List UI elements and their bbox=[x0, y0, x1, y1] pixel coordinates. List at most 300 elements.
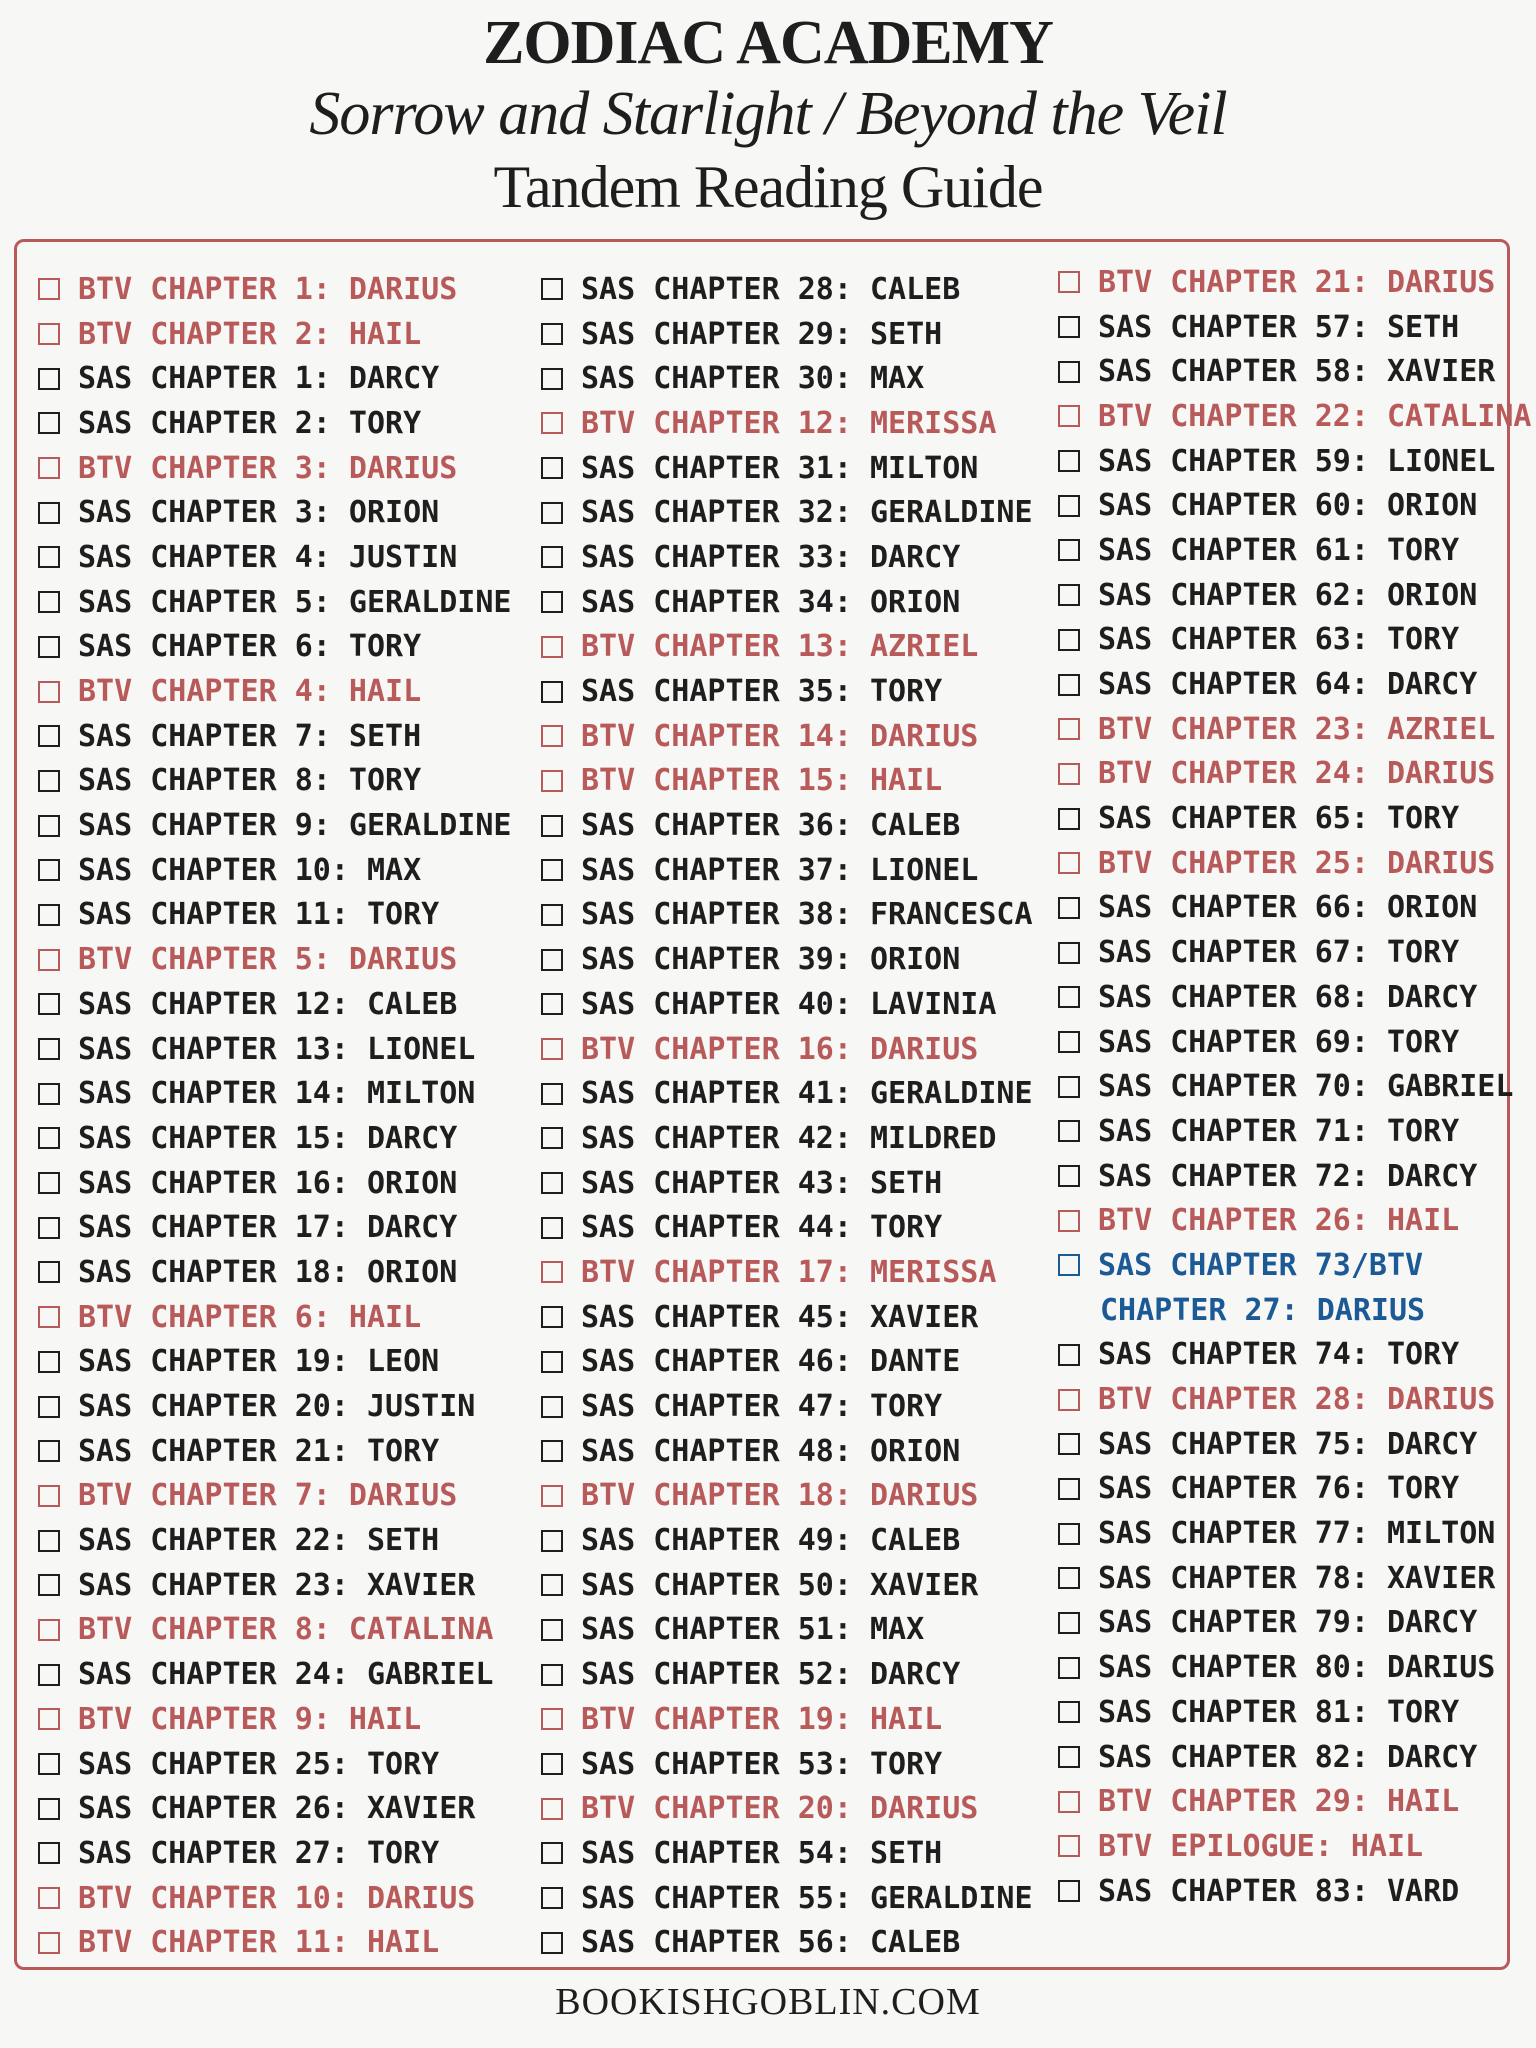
checkbox-icon[interactable] bbox=[541, 1708, 563, 1730]
checkbox-icon[interactable] bbox=[541, 904, 563, 926]
checkbox-icon[interactable] bbox=[38, 1887, 60, 1909]
checkbox-icon[interactable] bbox=[1058, 1389, 1080, 1411]
page-tagline: Tandem Reading Guide bbox=[493, 154, 1043, 220]
checkbox-icon[interactable] bbox=[38, 1574, 60, 1596]
checkbox-icon[interactable] bbox=[38, 1619, 60, 1641]
checklist-item-label: BTV CHAPTER 7: DARIUS bbox=[78, 1478, 458, 1514]
checklist-item-label: SAS CHAPTER 55: GERALDINE bbox=[581, 1880, 1033, 1916]
checklist-item-label: SAS CHAPTER 23: XAVIER bbox=[78, 1567, 476, 1603]
checklist-item-label: SAS CHAPTER 29: SETH bbox=[581, 316, 943, 352]
checklist-item-label: SAS CHAPTER 56: CALEB bbox=[581, 1925, 961, 1961]
checklist-item[interactable] bbox=[541, 1786, 1033, 1831]
checklist-item-label: SAS CHAPTER 24: GABRIEL bbox=[78, 1657, 494, 1693]
checklist-item-label: BTV CHAPTER 9: HAIL bbox=[78, 1701, 422, 1737]
checklist-item-label: BTV CHAPTER 17: MERISSA bbox=[581, 1254, 997, 1290]
checklist-item[interactable] bbox=[1058, 394, 1531, 439]
checklist-item-label: SAS CHAPTER 41: GERALDINE bbox=[581, 1076, 1033, 1112]
checklist-item[interactable] bbox=[541, 1474, 1033, 1519]
checkbox-icon[interactable] bbox=[38, 1485, 60, 1507]
checklist-item[interactable] bbox=[541, 267, 1033, 312]
checkbox-icon[interactable] bbox=[1058, 1031, 1080, 1053]
checkbox-icon[interactable] bbox=[38, 1351, 60, 1373]
checkbox-icon[interactable] bbox=[541, 1753, 563, 1775]
checkbox-icon[interactable] bbox=[38, 1842, 60, 1864]
checkbox-icon[interactable] bbox=[38, 859, 60, 881]
checklist-item-label: SAS CHAPTER 51: MAX bbox=[581, 1612, 925, 1648]
checkbox-icon[interactable] bbox=[38, 1753, 60, 1775]
checklist-item[interactable] bbox=[38, 1250, 511, 1295]
checkbox-icon[interactable] bbox=[1058, 1567, 1080, 1589]
checklist-item[interactable] bbox=[38, 356, 511, 401]
checklist-item-label: SAS CHAPTER 72: DARCY bbox=[1098, 1158, 1478, 1194]
checklist-item[interactable] bbox=[38, 1831, 511, 1876]
checklist-item[interactable] bbox=[1058, 1377, 1531, 1422]
checkbox-icon[interactable] bbox=[1058, 986, 1080, 1008]
checklist-item-label: BTV CHAPTER 2: HAIL bbox=[78, 316, 422, 352]
checklist-item-label: BTV CHAPTER 23: AZRIEL bbox=[1098, 711, 1496, 747]
checklist-item[interactable] bbox=[1058, 1422, 1531, 1467]
checklist-item-label: BTV CHAPTER 22: CATALINA bbox=[1098, 398, 1532, 434]
checklist-item[interactable] bbox=[38, 848, 511, 893]
checkbox-icon[interactable] bbox=[1058, 852, 1080, 874]
checkbox-icon[interactable] bbox=[541, 1485, 563, 1507]
checkbox-icon[interactable] bbox=[38, 1396, 60, 1418]
checklist-item[interactable] bbox=[38, 893, 511, 938]
checkbox-icon[interactable] bbox=[38, 1083, 60, 1105]
checklist-item-label: SAS CHAPTER 57: SETH bbox=[1098, 309, 1460, 345]
checklist-item[interactable] bbox=[38, 1608, 511, 1653]
checklist-item[interactable] bbox=[38, 1518, 511, 1563]
checklist-item[interactable] bbox=[1058, 1690, 1531, 1735]
checkbox-icon[interactable] bbox=[541, 1038, 563, 1060]
checklist-item[interactable] bbox=[1058, 1869, 1531, 1914]
checkbox-icon[interactable] bbox=[1058, 1746, 1080, 1768]
checkbox-icon[interactable] bbox=[38, 546, 60, 568]
checklist-item[interactable] bbox=[541, 848, 1033, 893]
checkbox-icon[interactable] bbox=[541, 1798, 563, 1820]
checklist-item-continuation bbox=[1058, 1288, 1531, 1333]
checklist-item[interactable] bbox=[1058, 886, 1531, 931]
checkbox-icon[interactable] bbox=[541, 1664, 563, 1686]
checklist-item[interactable] bbox=[38, 580, 511, 625]
checklist-item[interactable] bbox=[541, 1027, 1033, 1072]
checklist-item-label: SAS CHAPTER 77: MILTON bbox=[1098, 1516, 1496, 1552]
checklist-column-3 bbox=[1058, 260, 1531, 1913]
checklist-item[interactable] bbox=[38, 490, 511, 535]
checkbox-icon[interactable] bbox=[541, 636, 563, 658]
checkbox-icon[interactable] bbox=[541, 1217, 563, 1239]
checkbox-icon[interactable] bbox=[1058, 1433, 1080, 1455]
checkbox-icon[interactable] bbox=[38, 1530, 60, 1552]
checkbox-icon[interactable] bbox=[541, 1932, 563, 1954]
checkbox-icon[interactable] bbox=[1058, 1076, 1080, 1098]
checklist-item-label: SAS CHAPTER 40: LAVINIA bbox=[581, 986, 997, 1022]
checkbox-icon[interactable] bbox=[38, 591, 60, 613]
checkbox-icon[interactable] bbox=[38, 1306, 60, 1328]
checklist-item-label: SAS CHAPTER 50: XAVIER bbox=[581, 1567, 979, 1603]
checkbox-icon[interactable] bbox=[38, 368, 60, 390]
checkbox-icon[interactable] bbox=[541, 859, 563, 881]
checklist-item-label: SAS CHAPTER 2: TORY bbox=[78, 405, 422, 441]
checklist-item[interactable] bbox=[38, 401, 511, 446]
checklist-item[interactable] bbox=[1058, 1064, 1531, 1109]
checklist-item-label: SAS CHAPTER 7: SETH bbox=[78, 718, 422, 754]
checkbox-icon[interactable] bbox=[541, 815, 563, 837]
checklist-item-label: BTV CHAPTER 3: DARIUS bbox=[78, 450, 458, 486]
checklist-item-label: SAS CHAPTER 52: DARCY bbox=[581, 1657, 961, 1693]
checklist-item[interactable] bbox=[541, 580, 1033, 625]
checklist-item[interactable] bbox=[38, 669, 511, 714]
checklist-item[interactable] bbox=[38, 625, 511, 670]
checkbox-icon[interactable] bbox=[1058, 584, 1080, 606]
checklist-item-label: SAS CHAPTER 81: TORY bbox=[1098, 1694, 1460, 1730]
checkbox-icon[interactable] bbox=[38, 1798, 60, 1820]
checklist-item[interactable] bbox=[38, 714, 511, 759]
checklist-item[interactable] bbox=[1058, 573, 1531, 618]
checklist-item[interactable] bbox=[38, 1920, 511, 1965]
checklist-item[interactable] bbox=[1058, 796, 1531, 841]
checkbox-icon[interactable] bbox=[1058, 1120, 1080, 1142]
checklist-item-label: SAS CHAPTER 65: TORY bbox=[1098, 801, 1460, 837]
checklist-item-label: BTV CHAPTER 8: CATALINA bbox=[78, 1612, 494, 1648]
checkbox-icon[interactable] bbox=[541, 1306, 563, 1328]
checklist-item[interactable] bbox=[38, 759, 511, 804]
checklist-item[interactable] bbox=[1058, 1333, 1531, 1378]
checklist-item[interactable] bbox=[38, 1384, 511, 1429]
checkbox-icon[interactable] bbox=[1058, 405, 1080, 427]
checkbox-icon[interactable] bbox=[1058, 271, 1080, 293]
checkbox-icon[interactable] bbox=[1058, 495, 1080, 517]
checklist-item[interactable] bbox=[1058, 1243, 1531, 1288]
checklist-item[interactable] bbox=[1058, 1109, 1531, 1154]
checkbox-icon[interactable] bbox=[38, 1217, 60, 1239]
footer-site: BOOKISHGOBLIN.COM bbox=[555, 1981, 981, 2023]
checklist-item[interactable] bbox=[1058, 1511, 1531, 1556]
checklist-item[interactable] bbox=[541, 1831, 1033, 1876]
checklist-item[interactable] bbox=[38, 1742, 511, 1787]
checklist-item[interactable] bbox=[38, 982, 511, 1027]
checklist-item[interactable] bbox=[38, 535, 511, 580]
checkbox-icon[interactable] bbox=[38, 278, 60, 300]
checklist-item-label: BTV CHAPTER 26: HAIL bbox=[1098, 1203, 1460, 1239]
checkbox-icon[interactable] bbox=[1058, 942, 1080, 964]
checkbox-icon[interactable] bbox=[541, 502, 563, 524]
checklist-item[interactable] bbox=[1058, 707, 1531, 752]
checkbox-icon[interactable] bbox=[541, 1574, 563, 1596]
checklist-item[interactable] bbox=[541, 1563, 1033, 1608]
checkbox-icon[interactable] bbox=[1058, 450, 1080, 472]
checklist-item-label: SAS CHAPTER 42: MILDRED bbox=[581, 1120, 997, 1156]
checklist-item-label: SAS CHAPTER 11: TORY bbox=[78, 897, 440, 933]
checklist-item-label: SAS CHAPTER 43: SETH bbox=[581, 1165, 943, 1201]
checkbox-icon[interactable] bbox=[1058, 1701, 1080, 1723]
checkbox-icon[interactable] bbox=[38, 1932, 60, 1954]
checkbox-icon[interactable] bbox=[38, 949, 60, 971]
checklist-item[interactable] bbox=[541, 803, 1033, 848]
checklist-item[interactable] bbox=[1058, 1154, 1531, 1199]
checklist-item[interactable] bbox=[541, 1161, 1033, 1206]
checkbox-icon[interactable] bbox=[38, 1708, 60, 1730]
checklist-item[interactable] bbox=[1058, 841, 1531, 886]
checkbox-icon[interactable] bbox=[38, 1664, 60, 1686]
checklist-item[interactable] bbox=[38, 1563, 511, 1608]
checklist-item[interactable] bbox=[541, 1652, 1033, 1697]
checkbox-icon[interactable] bbox=[541, 457, 563, 479]
checklist-item-label: SAS CHAPTER 69: TORY bbox=[1098, 1024, 1460, 1060]
checklist-item-label: SAS CHAPTER 37: LIONEL bbox=[581, 852, 979, 888]
checkbox-icon[interactable] bbox=[541, 1842, 563, 1864]
checkbox-icon[interactable] bbox=[541, 1351, 563, 1373]
checkbox-icon[interactable] bbox=[541, 681, 563, 703]
checklist-item-label: SAS CHAPTER 66: ORION bbox=[1098, 890, 1478, 926]
checklist-item[interactable] bbox=[541, 669, 1033, 714]
checkbox-icon[interactable] bbox=[1058, 1254, 1080, 1276]
checkbox-icon[interactable] bbox=[38, 770, 60, 792]
checklist-item[interactable] bbox=[541, 312, 1033, 357]
checkbox-icon[interactable] bbox=[38, 457, 60, 479]
checklist-item-label: SAS CHAPTER 8: TORY bbox=[78, 763, 422, 799]
checkbox-icon[interactable] bbox=[1058, 629, 1080, 651]
checkbox-icon[interactable] bbox=[541, 412, 563, 434]
checkbox-icon[interactable] bbox=[541, 725, 563, 747]
checklist-item-label: BTV CHAPTER 15: HAIL bbox=[581, 763, 943, 799]
checkbox-icon[interactable] bbox=[1058, 1880, 1080, 1902]
checkbox-icon[interactable] bbox=[541, 1440, 563, 1462]
checkbox-icon[interactable] bbox=[541, 1261, 563, 1283]
checkbox-icon[interactable] bbox=[541, 368, 563, 390]
checklist-item-label: BTV CHAPTER 6: HAIL bbox=[78, 1299, 422, 1335]
checklist-item[interactable] bbox=[541, 1295, 1033, 1340]
page-subtitle: Sorrow and Starlight / Beyond the Veil bbox=[309, 80, 1227, 148]
checkbox-icon[interactable] bbox=[38, 1172, 60, 1194]
checklist-item[interactable] bbox=[541, 714, 1033, 759]
checklist-item[interactable] bbox=[541, 356, 1033, 401]
checklist-item[interactable] bbox=[1058, 483, 1531, 528]
checkbox-icon[interactable] bbox=[541, 278, 563, 300]
checkbox-icon[interactable] bbox=[38, 323, 60, 345]
checkbox-icon[interactable] bbox=[1058, 539, 1080, 561]
checkbox-icon[interactable] bbox=[1058, 1344, 1080, 1366]
checklist-item[interactable] bbox=[541, 1250, 1033, 1295]
checklist-item-label: SAS CHAPTER 19: LEON bbox=[78, 1344, 440, 1380]
checkbox-icon[interactable] bbox=[541, 1619, 563, 1641]
checklist-item-label: SAS CHAPTER 21: TORY bbox=[78, 1433, 440, 1469]
checklist-item-label: SAS CHAPTER 3: ORION bbox=[78, 495, 440, 531]
checklist-item-label: SAS CHAPTER 28: CALEB bbox=[581, 271, 961, 307]
checklist-item[interactable] bbox=[541, 1608, 1033, 1653]
checkbox-icon[interactable] bbox=[1058, 1210, 1080, 1232]
checklist-item[interactable] bbox=[541, 759, 1033, 804]
checkbox-icon[interactable] bbox=[1058, 763, 1080, 785]
checklist-item[interactable] bbox=[1058, 1198, 1531, 1243]
checklist-item-label: SAS CHAPTER 78: XAVIER bbox=[1098, 1560, 1496, 1596]
checklist-item[interactable] bbox=[541, 1742, 1033, 1787]
checklist-item-label: SAS CHAPTER 62: ORION bbox=[1098, 577, 1478, 613]
checklist-item[interactable] bbox=[1058, 260, 1531, 305]
checklist-item[interactable] bbox=[541, 893, 1033, 938]
checklist-item[interactable] bbox=[1058, 1735, 1531, 1780]
checklist-item[interactable] bbox=[1058, 1467, 1531, 1512]
checklist-item[interactable] bbox=[1058, 1779, 1531, 1824]
checkbox-icon[interactable] bbox=[1058, 1523, 1080, 1545]
checkbox-icon[interactable] bbox=[1058, 1165, 1080, 1187]
checklist-item-label: SAS CHAPTER 4: JUSTIN bbox=[78, 539, 458, 575]
checkbox-icon[interactable] bbox=[541, 993, 563, 1015]
checkbox-icon[interactable] bbox=[1058, 808, 1080, 830]
checklist-item[interactable] bbox=[541, 1384, 1033, 1429]
checklist-item-label: BTV CHAPTER 16: DARIUS bbox=[581, 1031, 979, 1067]
checklist-item-label: SAS CHAPTER 10: MAX bbox=[78, 852, 422, 888]
checklist-item[interactable] bbox=[38, 446, 511, 491]
checklist-item[interactable] bbox=[38, 1205, 511, 1250]
checklist-item-label: BTV CHAPTER 18: DARIUS bbox=[581, 1478, 979, 1514]
checklist-item-label: SAS CHAPTER 30: MAX bbox=[581, 361, 925, 397]
checklist-item[interactable] bbox=[1058, 305, 1531, 350]
checklist-item[interactable] bbox=[541, 982, 1033, 1027]
checklist-item[interactable] bbox=[38, 1786, 511, 1831]
checklist-item[interactable] bbox=[1058, 930, 1531, 975]
checkbox-icon[interactable] bbox=[38, 502, 60, 524]
checklist-item[interactable] bbox=[541, 1116, 1033, 1161]
checklist-item[interactable] bbox=[541, 1920, 1033, 1965]
checklist-item[interactable] bbox=[38, 312, 511, 357]
checkbox-icon[interactable] bbox=[38, 1261, 60, 1283]
checklist-item-label: SAS CHAPTER 61: TORY bbox=[1098, 532, 1460, 568]
checkbox-icon[interactable] bbox=[1058, 1612, 1080, 1634]
checklist-item-label: SAS CHAPTER 13: LIONEL bbox=[78, 1031, 476, 1067]
checklist-item-label: SAS CHAPTER 25: TORY bbox=[78, 1746, 440, 1782]
checkbox-icon[interactable] bbox=[38, 681, 60, 703]
checklist-item[interactable] bbox=[1058, 439, 1531, 484]
checklist-item[interactable] bbox=[1058, 1601, 1531, 1646]
checklist-item-label: BTV CHAPTER 25: DARIUS bbox=[1098, 845, 1496, 881]
checkbox-icon[interactable] bbox=[38, 904, 60, 926]
checkbox-icon[interactable] bbox=[541, 323, 563, 345]
checkbox-icon[interactable] bbox=[1058, 718, 1080, 740]
checklist-item[interactable] bbox=[541, 1071, 1033, 1116]
checklist-item-label: BTV CHAPTER 11: HAIL bbox=[78, 1925, 440, 1961]
checklist-item-label: BTV CHAPTER 21: DARIUS bbox=[1098, 264, 1496, 300]
checkbox-icon[interactable] bbox=[1058, 316, 1080, 338]
checkbox-icon[interactable] bbox=[541, 1887, 563, 1909]
checklist-item-label: BTV CHAPTER 12: MERISSA bbox=[581, 405, 997, 441]
checklist-item[interactable] bbox=[38, 1161, 511, 1206]
checklist-item[interactable] bbox=[541, 1429, 1033, 1474]
checklist-item-label: SAS CHAPTER 71: TORY bbox=[1098, 1113, 1460, 1149]
checklist-item[interactable] bbox=[38, 1116, 511, 1161]
checklist-item[interactable] bbox=[541, 446, 1033, 491]
checkbox-icon[interactable] bbox=[1058, 897, 1080, 919]
checkbox-icon[interactable] bbox=[541, 949, 563, 971]
checklist-item[interactable] bbox=[541, 1205, 1033, 1250]
checklist-item[interactable] bbox=[38, 1697, 511, 1742]
checklist-item[interactable] bbox=[38, 1295, 511, 1340]
checklist-item[interactable] bbox=[38, 1876, 511, 1921]
checklist-item[interactable] bbox=[38, 1071, 511, 1116]
checklist-item[interactable] bbox=[541, 401, 1033, 446]
checklist-item-label: SAS CHAPTER 38: FRANCESCA bbox=[581, 897, 1033, 933]
checklist-item[interactable] bbox=[38, 937, 511, 982]
checkbox-icon[interactable] bbox=[38, 1127, 60, 1149]
checklist-item[interactable] bbox=[38, 267, 511, 312]
checklist-item-label: SAS CHAPTER 70: GABRIEL bbox=[1098, 1069, 1514, 1105]
checklist-item[interactable] bbox=[38, 1027, 511, 1072]
checkbox-icon[interactable] bbox=[541, 1083, 563, 1105]
checklist-item[interactable] bbox=[38, 803, 511, 848]
checklist-item[interactable] bbox=[541, 937, 1033, 982]
checklist-column-1 bbox=[38, 267, 511, 1965]
checkbox-icon[interactable] bbox=[541, 1127, 563, 1149]
checkbox-icon[interactable] bbox=[541, 1172, 563, 1194]
checklist-item[interactable] bbox=[1058, 975, 1531, 1020]
checklist-item[interactable] bbox=[1058, 618, 1531, 663]
checkbox-icon[interactable] bbox=[1058, 674, 1080, 696]
checkbox-icon[interactable] bbox=[541, 1396, 563, 1418]
checklist-item[interactable] bbox=[38, 1474, 511, 1519]
checklist-item[interactable] bbox=[541, 490, 1033, 535]
checklist-item-label: SAS CHAPTER 76: TORY bbox=[1098, 1471, 1460, 1507]
checklist-item[interactable] bbox=[1058, 752, 1531, 797]
checklist-item-label: SAS CHAPTER 9: GERALDINE bbox=[78, 808, 512, 844]
checklist-item-label: SAS CHAPTER 53: TORY bbox=[581, 1746, 943, 1782]
checklist-item-label: BTV CHAPTER 4: HAIL bbox=[78, 674, 422, 710]
checklist-item-label: BTV CHAPTER 28: DARIUS bbox=[1098, 1382, 1496, 1418]
checklist-item[interactable] bbox=[1058, 1824, 1531, 1869]
checkbox-icon[interactable] bbox=[38, 815, 60, 837]
checklist-item[interactable] bbox=[1058, 349, 1531, 394]
checkbox-icon[interactable] bbox=[38, 993, 60, 1015]
checkbox-icon[interactable] bbox=[1058, 1791, 1080, 1813]
checklist-item[interactable] bbox=[38, 1340, 511, 1385]
checkbox-icon[interactable] bbox=[541, 591, 563, 613]
checklist-item-label: SAS CHAPTER 82: DARCY bbox=[1098, 1739, 1478, 1775]
checklist-item-label: SAS CHAPTER 73/BTV bbox=[1098, 1247, 1424, 1283]
checklist-item[interactable] bbox=[1058, 528, 1531, 573]
checkbox-icon[interactable] bbox=[541, 546, 563, 568]
checkbox-icon[interactable] bbox=[1058, 1478, 1080, 1500]
checklist-item[interactable] bbox=[1058, 662, 1531, 707]
checklist-item-label: SAS CHAPTER 59: LIONEL bbox=[1098, 443, 1496, 479]
checklist-item[interactable] bbox=[1058, 1020, 1531, 1065]
checklist-item-label: SAS CHAPTER 45: XAVIER bbox=[581, 1299, 979, 1335]
checkbox-icon[interactable] bbox=[1058, 1657, 1080, 1679]
checklist-item-label: BTV CHAPTER 19: HAIL bbox=[581, 1701, 943, 1737]
checkbox-icon[interactable] bbox=[541, 770, 563, 792]
checklist-item[interactable] bbox=[541, 535, 1033, 580]
checklist-item[interactable] bbox=[38, 1652, 511, 1697]
checklist-item-label: SAS CHAPTER 34: ORION bbox=[581, 584, 961, 620]
checkbox-icon[interactable] bbox=[1058, 361, 1080, 383]
checklist-item[interactable] bbox=[1058, 1645, 1531, 1690]
checkbox-icon[interactable] bbox=[38, 725, 60, 747]
checklist-item-label: SAS CHAPTER 35: TORY bbox=[581, 674, 943, 710]
checklist-item-label: SAS CHAPTER 67: TORY bbox=[1098, 935, 1460, 971]
checklist-item[interactable] bbox=[541, 625, 1033, 670]
checkbox-icon[interactable] bbox=[38, 412, 60, 434]
checklist-item[interactable] bbox=[541, 1518, 1033, 1563]
checklist-item[interactable] bbox=[541, 1876, 1033, 1921]
checklist-item[interactable] bbox=[541, 1340, 1033, 1385]
checklist-item-label: SAS CHAPTER 63: TORY bbox=[1098, 622, 1460, 658]
checkbox-icon[interactable] bbox=[38, 1038, 60, 1060]
checkbox-icon[interactable] bbox=[38, 1440, 60, 1462]
checklist-item[interactable] bbox=[1058, 1556, 1531, 1601]
checkbox-icon[interactable] bbox=[541, 1530, 563, 1552]
checklist-item[interactable] bbox=[541, 1697, 1033, 1742]
checklist-item[interactable] bbox=[38, 1429, 511, 1474]
checkbox-icon[interactable] bbox=[1058, 1835, 1080, 1857]
checkbox-icon[interactable] bbox=[38, 636, 60, 658]
